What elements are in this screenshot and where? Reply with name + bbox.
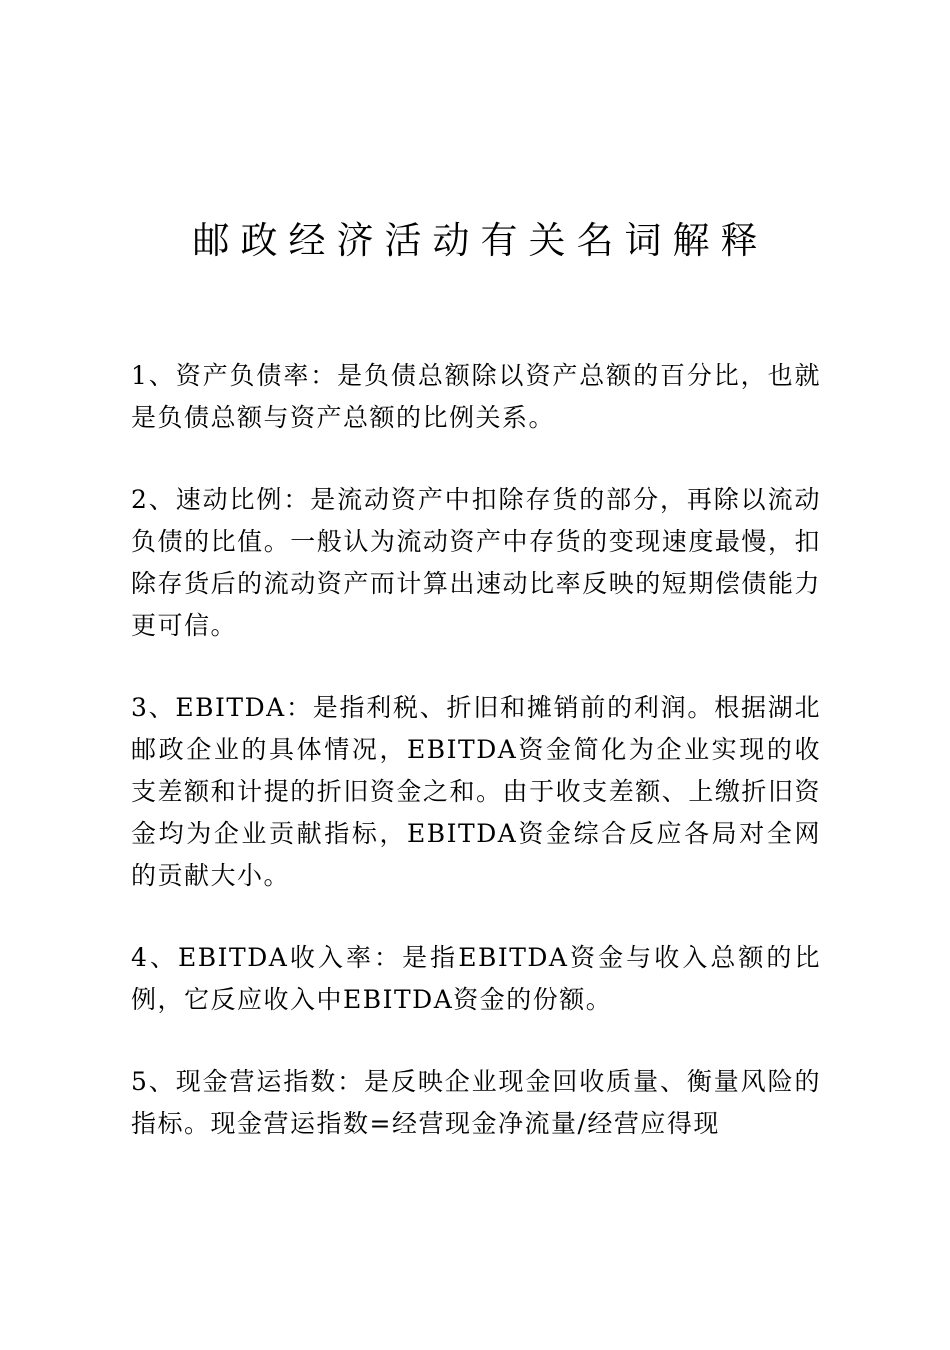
document-title: 邮政经济活动有关名词解释 [192, 219, 769, 262]
paragraph-ebitda: 3、EBITDA：是指利税、折旧和摊销前的利润。根据湖北邮政企业的具体情况，EBITDA资金简化为企业实现的收支差额和计提的折旧资金之和。由于收支差额、上缴折旧资金均为企业贡献指标，EBITDA资金综合反应各局对全网的贡献大小。 [131, 693, 821, 890]
paragraph-ebitda-income-rate: 4、EBITDA收入率：是指EBITDA资金与收入总额的比例，它反应收入中EBITDA资金的份额。 [131, 943, 821, 1014]
document-body [131, 355, 821, 1185]
paragraph-quick-ratio: 2、速动比例：是流动资产中扣除存货的部分，再除以流动负债的比值。一般认为流动资产中存货的变现速度最慢，扣除存货后的流动资产而计算出速动比率反映的短期偿债能力更可信。 [131, 485, 821, 640]
paragraph-debt-ratio: 1、资产负债率：是负债总额除以资产总额的百分比，也就是负债总额与资产总额的比例关系。 [131, 361, 821, 432]
paragraph-cash-operating-index: 5、现金营运指数：是反映企业现金回收质量、衡量风险的指标。现金营运指数=经营现金净流量/经营应得现 [131, 1067, 821, 1138]
